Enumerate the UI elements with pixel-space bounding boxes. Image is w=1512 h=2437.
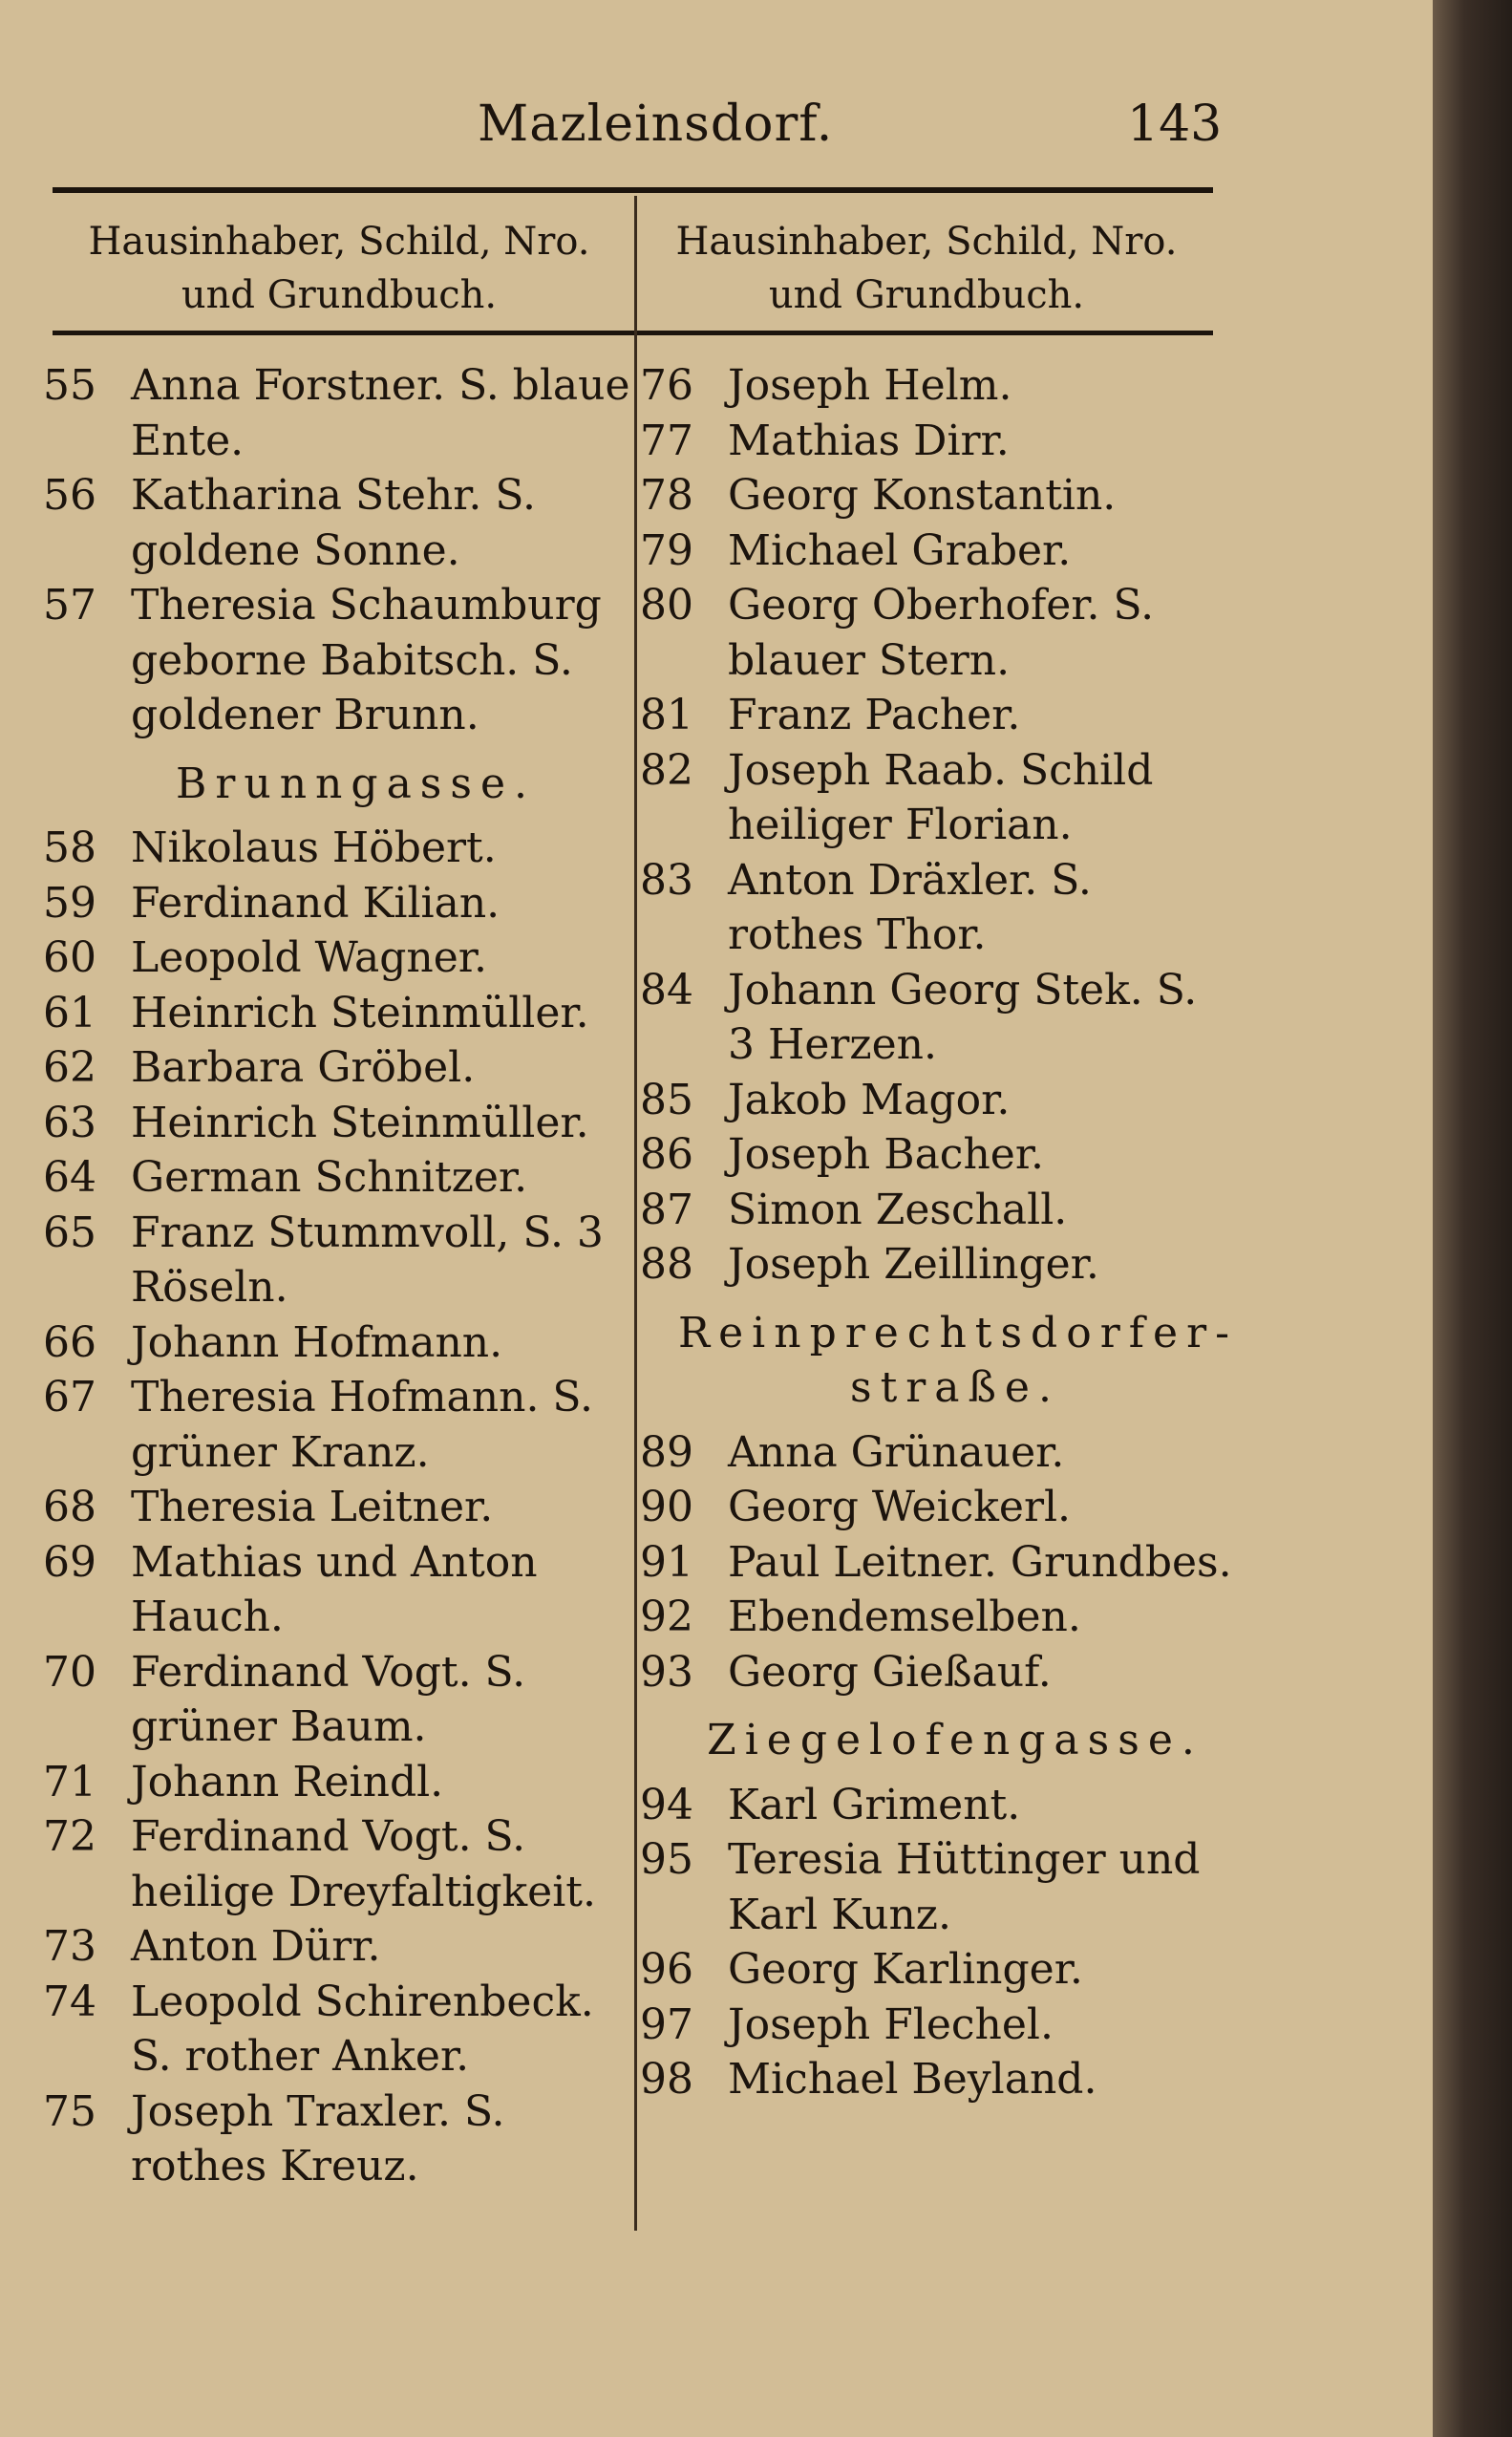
- house-entry: [43, 1096, 630, 1151]
- house-entry: [640, 1942, 1232, 1998]
- house-entry: [640, 1590, 1232, 1645]
- house-number: 87: [640, 1185, 693, 1234]
- house-owner: Michael Graber.: [728, 525, 1072, 575]
- house-owner: Heinrich Steinmüller.: [131, 988, 589, 1037]
- house-entry: [640, 1645, 1232, 1700]
- house-number: 57: [43, 581, 96, 630]
- house-entry: [43, 1150, 630, 1206]
- house-entry: [640, 468, 1232, 524]
- house-number: 97: [640, 1999, 693, 2049]
- house-entry: [43, 1206, 630, 1315]
- house-owner: Barbara Gröbel.: [131, 1043, 476, 1092]
- house-entry: [640, 2052, 1232, 2107]
- house-number: 59: [43, 878, 96, 928]
- house-owner: Johann Hofmann.: [131, 1317, 503, 1367]
- house-owner: Karl Griment.: [728, 1780, 1021, 1829]
- house-number: 67: [43, 1373, 96, 1422]
- house-owner: Heinrich Steinmüller.: [131, 1098, 589, 1147]
- house-owner: Ebendemselben.: [728, 1593, 1081, 1641]
- house-number: 84: [640, 965, 693, 1015]
- house-owner: Paul Leitner. Grundbes.: [728, 1537, 1232, 1587]
- right-column: [640, 358, 1238, 2107]
- house-entry: [43, 1645, 630, 1755]
- house-owner: Mathias und Anton Hauch.: [131, 1537, 538, 1641]
- house-number: 64: [43, 1153, 96, 1202]
- house-owner: Anton Dürr.: [131, 1922, 381, 1971]
- house-owner: Joseph Zeillinger.: [728, 1240, 1099, 1289]
- header-rule: [53, 187, 1213, 193]
- house-owner: Joseph Raab. Schild heiliger Florian.: [728, 745, 1154, 849]
- house-number: 82: [640, 745, 693, 795]
- house-number: 62: [43, 1043, 96, 1092]
- house-number: 98: [640, 2055, 693, 2104]
- running-head: [0, 96, 1433, 172]
- house-owner: Theresia Schaumburg geborne Babitsch. S. goldener Brunn.: [131, 581, 602, 739]
- house-entry: [640, 414, 1232, 469]
- house-number: 68: [43, 1483, 96, 1531]
- house-owner: Leopold Wagner.: [131, 933, 487, 982]
- house-number: 94: [640, 1780, 693, 1829]
- house-entry: [640, 1480, 1232, 1535]
- column-heading-right: Hausinhaber, Schild, Nro. und Grundbuch.: [675, 220, 1178, 317]
- house-owner: Anna Forstner. S. blaue Ente.: [131, 361, 630, 465]
- house-number: 88: [640, 1240, 693, 1289]
- house-owner: Joseph Bacher.: [728, 1130, 1045, 1179]
- house-number: 73: [43, 1922, 96, 1971]
- house-owner: Franz Stummvoll, S. 3 Röseln.: [131, 1208, 604, 1312]
- house-number: 80: [640, 581, 693, 630]
- house-number: 93: [640, 1647, 693, 1697]
- house-owner: Johann Reindl.: [131, 1757, 444, 1806]
- house-entry: [640, 963, 1232, 1073]
- left-column: [43, 358, 630, 2194]
- house-number: 70: [43, 1647, 96, 1697]
- house-number: 60: [43, 933, 96, 982]
- house-owner: Theresia Hofmann. S. grüner Kranz.: [131, 1373, 593, 1477]
- house-number: 61: [43, 988, 96, 1037]
- house-owner: Johann Georg Stek. S. 3 Herzen.: [728, 965, 1198, 1069]
- house-number: 74: [43, 1977, 96, 2026]
- house-number: 86: [640, 1130, 693, 1179]
- house-number: 91: [640, 1537, 693, 1587]
- house-owner: Katharina Stehr. S. goldene Sonne.: [131, 471, 536, 575]
- house-owner: Nikolaus Höbert.: [131, 823, 497, 872]
- house-owner: German Schnitzer.: [131, 1153, 528, 1202]
- house-entry: [640, 1127, 1232, 1183]
- house-entry: [43, 578, 630, 743]
- house-entry: [640, 358, 1232, 414]
- house-owner: Jakob Magor.: [728, 1075, 1011, 1124]
- house-number: 95: [640, 1835, 693, 1884]
- house-entry: [640, 1778, 1232, 1833]
- house-owner: Simon Zeschall.: [728, 1185, 1068, 1234]
- house-owner: Anna Grünauer.: [728, 1427, 1065, 1477]
- house-number: 90: [640, 1483, 693, 1531]
- house-owner: Joseph Flechel.: [728, 1999, 1054, 2049]
- heading-rule: [53, 331, 1213, 335]
- house-entry: [640, 688, 1232, 743]
- house-entry: [43, 1040, 630, 1096]
- house-entry: [640, 1073, 1232, 1128]
- house-entry: [43, 1535, 630, 1645]
- house-entry: [640, 524, 1232, 579]
- house-entry: [43, 1480, 630, 1535]
- house-entry: [43, 1975, 630, 2084]
- house-owner: Georg Weickerl.: [728, 1483, 1072, 1531]
- house-entry: [640, 743, 1232, 853]
- house-number: 79: [640, 525, 693, 575]
- house-number: 65: [43, 1208, 96, 1257]
- house-owner: Georg Gießauf.: [728, 1647, 1052, 1697]
- house-number: 77: [640, 416, 693, 465]
- house-entry: [640, 1535, 1232, 1591]
- house-number: 75: [43, 2086, 96, 2136]
- house-number: 92: [640, 1593, 693, 1641]
- house-entry: [640, 1832, 1232, 1942]
- house-entry: [640, 1425, 1232, 1481]
- house-number: 55: [43, 361, 96, 410]
- house-entry: [43, 2084, 630, 2194]
- house-entry: [640, 1998, 1232, 2053]
- house-owner: Georg Konstantin.: [728, 471, 1117, 520]
- house-entry: [43, 1809, 630, 1919]
- house-number: 66: [43, 1317, 96, 1367]
- house-owner: Joseph Traxler. S. rothes Kreuz.: [131, 2086, 505, 2191]
- street-heading: Reinprechtsdorfer-straße.: [678, 1308, 1238, 1412]
- column-divider: [634, 196, 637, 2231]
- house-number: 72: [43, 1812, 96, 1861]
- house-entry: [43, 1370, 630, 1480]
- house-owner: Ferdinand Kilian.: [131, 878, 500, 928]
- house-number: 89: [640, 1427, 693, 1477]
- running-title: Mazleinsdorf.: [478, 96, 834, 153]
- house-entry: [43, 1315, 630, 1371]
- house-entry: [43, 468, 630, 578]
- column-heading-left: Hausinhaber, Schild, Nro. und Grundbuch.: [88, 220, 590, 317]
- house-owner: Franz Pacher.: [728, 691, 1021, 739]
- book-spine: [1433, 0, 1512, 2437]
- house-number: 83: [640, 855, 693, 905]
- house-owner: Michael Beyland.: [728, 2055, 1097, 2104]
- house-owner: Georg Karlinger.: [728, 1945, 1083, 1994]
- house-owner: Anton Dräxler. S. rothes Thor.: [728, 855, 1092, 959]
- house-number: 76: [640, 361, 693, 410]
- page-number: 143: [1127, 96, 1223, 153]
- house-number: 69: [43, 1537, 96, 1587]
- house-owner: Theresia Leitner.: [131, 1483, 494, 1531]
- house-number: 85: [640, 1075, 693, 1124]
- house-entry: [43, 986, 630, 1041]
- street-heading: Brunngasse.: [176, 759, 536, 808]
- house-owner: Teresia Hüttinger und Karl Kunz.: [728, 1835, 1201, 1939]
- house-owner: Ferdinand Vogt. S. heilige Dreyfaltigkeit.: [131, 1812, 596, 1916]
- house-entry: [640, 1183, 1232, 1238]
- house-entry: [43, 1919, 630, 1975]
- house-entry: [640, 1237, 1232, 1293]
- house-number: 58: [43, 823, 96, 872]
- house-entry: [43, 821, 630, 876]
- house-entry: [640, 578, 1232, 688]
- house-owner: Leopold Schirenbeck. S. rother Anker.: [131, 1977, 594, 2081]
- house-number: 63: [43, 1098, 96, 1147]
- street-heading: Ziegelofengasse.: [707, 1716, 1203, 1764]
- house-number: 81: [640, 691, 693, 739]
- house-owner: Mathias Dirr.: [728, 416, 1010, 465]
- house-entry: [43, 930, 630, 986]
- house-entry: [43, 1755, 630, 1810]
- house-entry: [43, 876, 630, 931]
- house-entry: [640, 853, 1232, 963]
- house-number: 56: [43, 471, 96, 520]
- house-number: 78: [640, 471, 693, 520]
- house-entry: [43, 358, 630, 468]
- house-owner: Ferdinand Vogt. S. grüner Baum.: [131, 1647, 526, 1751]
- house-number: 71: [43, 1757, 96, 1806]
- house-number: 96: [640, 1945, 693, 1994]
- house-owner: Joseph Helm.: [728, 361, 1012, 410]
- house-owner: Georg Oberhofer. S. blauer Stern.: [728, 581, 1155, 685]
